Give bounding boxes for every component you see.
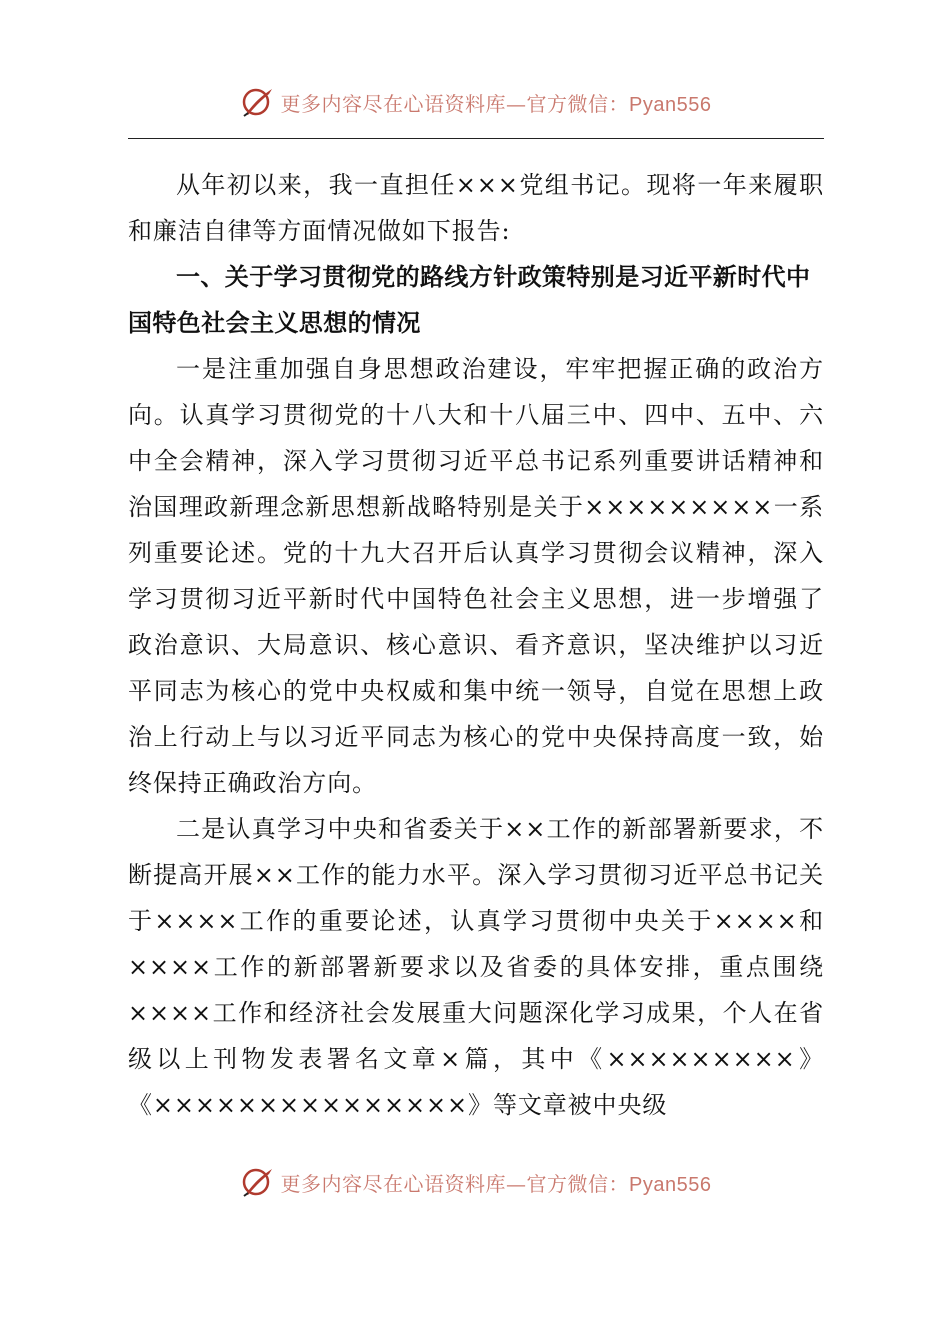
header-banner — [0, 80, 950, 124]
section-heading-1: 一、关于学习贯彻党的路线方针政策特别是习近平新时代中国特色社会主义思想的情况 — [128, 263, 811, 337]
banner-wechat-id: Pyan556 — [629, 93, 712, 116]
footer-wechat-label: 官方微信： — [526, 1171, 630, 1196]
pen-circle-logo-icon — [239, 1164, 275, 1200]
pen-circle-logo-icon — [239, 84, 275, 120]
document-body — [128, 162, 824, 1128]
banner-main-text: 更多内容尽在心语资料库— — [280, 91, 527, 116]
footer-main-text: 更多内容尽在心语资料库— — [280, 1171, 527, 1196]
banner-text — [281, 88, 712, 117]
footer-banner — [0, 1160, 950, 1204]
paragraph-1: 一是注重加强自身思想政治建设，牢牢把握正确的政治方向。认真学习贯彻党的十八大和十八届三中、四中、五中、六中全会精神，深入学习贯彻习近平总书记系列重要讲话精神和治国理政新理念新思想新战略特别是关于×××××××××一系列重要论述。党的十九大召开后认真学习贯彻会议精神，深入学习贯彻习近平新时代中国特色社会主义思想，进一步增强了政治意识、大局意识、核心意识、看齐意识，坚决维护以习近平同志为核心的党中央权威和集中统一领导，自觉在思想上政治上行动上与以习近平同志为核心的党中央保持高度一致，始终保持正确政治方向。 — [128, 355, 824, 797]
header-divider — [128, 138, 824, 139]
banner-wechat-label: 官方微信： — [526, 91, 630, 116]
intro-paragraph: 从年初以来，我一直担任×××党组书记。现将一年来履职和廉洁自律等方面情况做如下报告: — [128, 171, 824, 245]
footer-wechat-id: Pyan556 — [629, 1173, 712, 1196]
paragraph-2: 二是认真学习中央和省委关于××工作的新部署新要求，不断提高开展××工作的能力水平。深入学习贯彻习近平总书记关于××××工作的重要论述，认真学习贯彻中央关于××××和××××工作的新部署新要求以及省委的具体安排，重点围绕××××工作和经济社会发展重大问题深化学习成果，个人在省级以上刊物发表署名文章×篇，其中《×××××××××》《×××××××××××××××》等文章被中央级 — [128, 815, 824, 1119]
footer-banner-text — [281, 1168, 712, 1197]
